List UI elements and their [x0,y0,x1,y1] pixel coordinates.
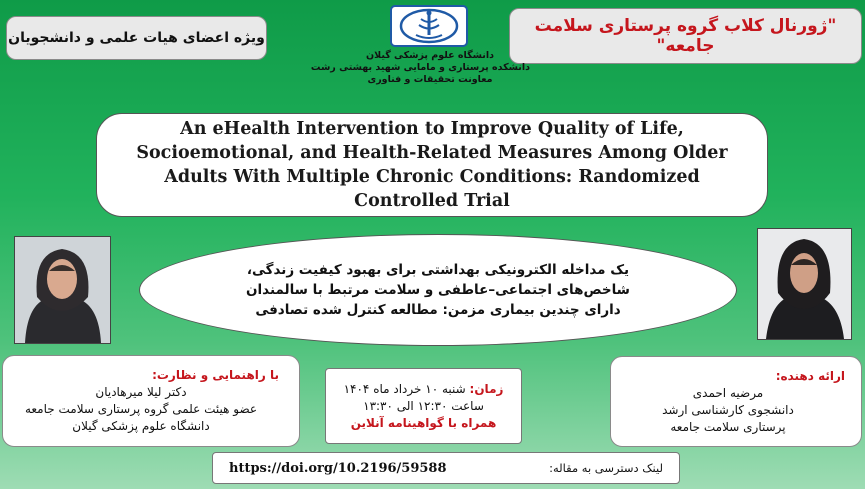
supervisor-photo [14,236,111,344]
article-link-box [212,452,680,484]
university-logo [390,5,468,47]
presenter-photo [757,228,852,340]
presenter-heading: ارائه دهنده: [775,368,845,383]
supervisor-box [2,355,300,447]
audience-tag-text: ویژه اعضای هیات علمی و دانشجویان [8,30,265,46]
audience-tag [6,16,267,60]
supervisor-name: دکتر لیلا میرهادیان [95,385,187,399]
article-title-en: An eHealth Intervention to Improve Quality of Life, Socioemotional, and Health-Related Measures Among Older Adults With Multiple Chronic Conditions: Randomized Controlled Trial [136,119,728,211]
presenter-field: پرستاری سلامت جامعه [670,419,786,434]
certificate-note: همراه با گواهینامه آنلاین [350,415,497,430]
article-doi-link[interactable]: https://doi.org/10.2196/59588 [229,460,447,476]
presenter-name: مرضیه احمدی [692,385,764,400]
supervisor-role: عضو هیئت علمی گروه پرستاری سلامت جامعه [24,402,258,416]
article-link-label: لینک دسترسی به مقاله: [549,461,663,475]
schedule-date: شنبه ۱۰ خرداد ماه ۱۴۰۴ [343,381,466,396]
article-title-box [96,113,768,217]
article-title-fa-line3: دارای چندین بیماری مزمن: مطالعه کنترل شده تصادفی [255,302,621,318]
presenter-degree: دانشجوی کارشناسی ارشد [662,402,794,417]
schedule-time: ساعت ۱۲:۳۰ الی ۱۳:۳۰ [363,398,484,413]
office-name: معاونت تحقیقات و فناوری [367,74,493,85]
university-info [310,50,530,86]
schedule-heading: زمان: [469,381,504,396]
university-name: دانشگاه علوم پزشکی گیلان [366,50,494,61]
supervisor-heading: با راهنمایی و نظارت: [152,368,279,382]
event-title-tag [509,8,862,64]
article-title-fa-line1: یک مداخله الکترونیکی بهداشتی برای بهبود کیفیت زندگی، [246,262,630,278]
presenter-box [610,356,862,447]
supervisor-affiliation: دانشگاه علوم پزشکی گیلان [72,419,210,433]
schedule-box [325,368,522,444]
article-title-fa-box [139,234,737,346]
article-title-fa-line2: شاخص‌های اجتماعی–عاطفی و سلامت مرتبط با سالمندان [246,282,630,298]
event-title-text: "ژورنال کلاب گروه پرستاری سلامت جامعه" [534,16,837,56]
faculty-name: دانشکده پرستاری و مامایی شهید بهشتی رشت [310,62,530,73]
